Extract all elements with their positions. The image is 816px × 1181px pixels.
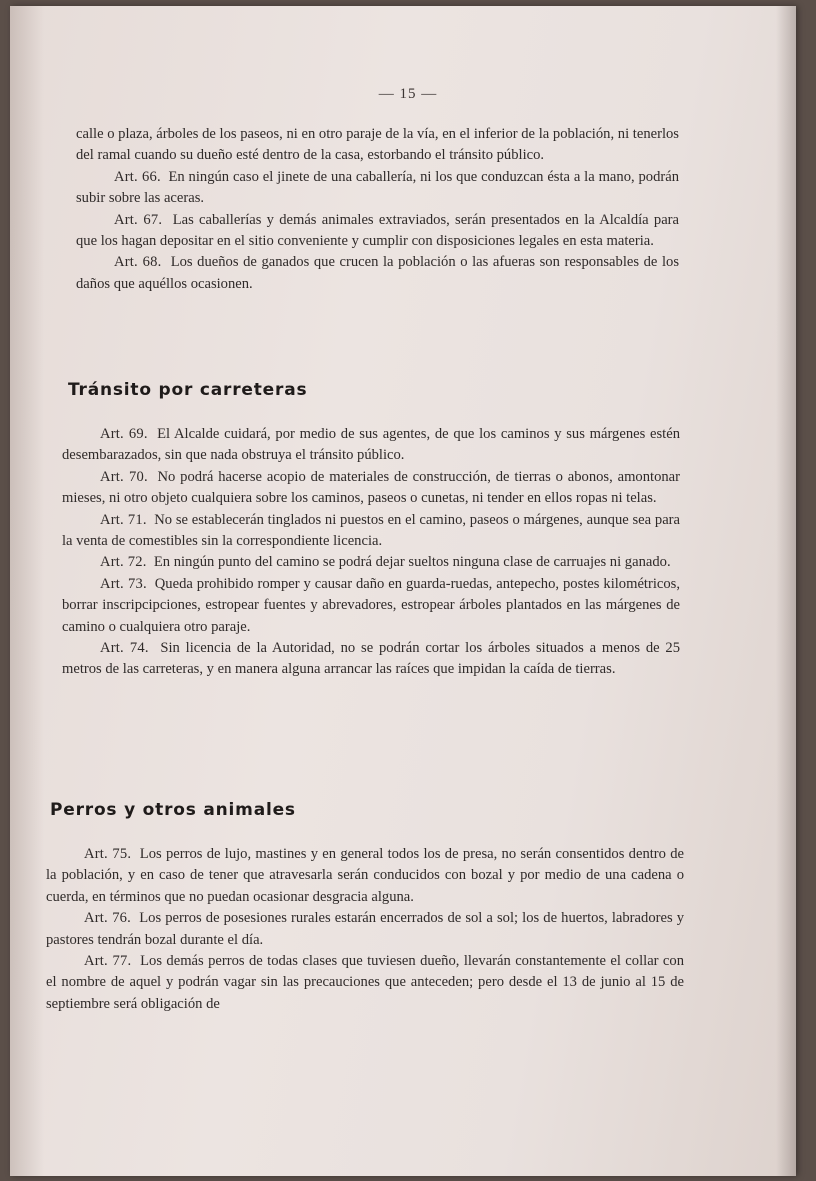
article-text: No podrá hacerse acopio de materiales de construcción, de tierras o abonos, amontonar mieses, ni otro objeto cualquiera sobre los caminos, paseos o cunetas, ni tender en ellos ropas ni telas.	[62, 468, 681, 507]
article-73	[62, 574, 680, 638]
article-text: En ningún punto del camino se podrá dejar sueltos ninguna clase de carruajes ni ganado.	[153, 554, 671, 571]
article-number: Art. 75.	[84, 846, 132, 862]
article-70	[62, 467, 680, 510]
article-number: Art. 72.	[100, 554, 147, 571]
article-text: No se establecerán tinglados ni puestos en el camino, paseos o márgenes, aunque sea para la venta de comestibles sin la correspondiente licencia.	[62, 511, 681, 550]
text-block-2	[62, 424, 680, 681]
article-number: Art. 68.	[114, 254, 162, 271]
text-block-1	[76, 124, 679, 295]
article-69	[62, 424, 680, 467]
article-67	[76, 210, 679, 253]
article-text: Los perros de posesiones rurales estarán encerrados de sol a sol; los de huertos, labradores y pastores tendrán bozal durante el día.	[46, 910, 685, 948]
article-74	[62, 638, 680, 681]
page-fold-shadow	[10, 6, 44, 1176]
article-number: Art. 69.	[100, 426, 148, 442]
article-text: Sin licencia de la Autoridad, no se podrán cortar los árboles situados a menos de 25 metros de las carreteras, y en manera alguna arrancar las raíces que impidan la caída de tierras.	[62, 640, 680, 678]
article-66	[76, 167, 679, 210]
article-75	[46, 844, 684, 908]
article-number: Art. 74.	[100, 640, 149, 657]
article-text: El Alcalde cuidará, por medio de sus agentes, de que los caminos y sus márgenes estén desembarazados, sin que nada obstruya el tránsito público.	[62, 426, 680, 464]
article-number: Art. 70.	[100, 468, 148, 485]
article-68	[76, 252, 679, 295]
section-heading-perros: Perros y otros animales	[50, 800, 296, 820]
article-number: Art. 66.	[114, 168, 161, 185]
article-text: En ningún caso el jinete de una caballería, ni los que conduzcan ésta a la mano, podrán subir sobre las aceras.	[76, 168, 680, 207]
article-72	[62, 552, 680, 573]
article-number: Art. 77.	[84, 953, 132, 970]
section-heading-carreteras: Tránsito por carreteras	[68, 380, 308, 400]
paragraph-continuation: calle o plaza, árboles de los paseos, ni en otro paraje de la vía, en el inferior de la población, ni tenerlos del ramal cuando su dueño esté dentro de la casa, estorbando el tránsito público.	[76, 126, 679, 164]
article-text: Los dueños de ganados que crucen la población o las afueras son responsables de los daños que aquéllos ocasionen.	[76, 254, 680, 292]
text-block-3	[46, 844, 684, 1015]
article-text: Queda prohibido romper y causar daño en guarda-ruedas, antepecho, postes kilométricos, borrar inscripcipciones, estropear fuentes y abrevadores, estropear árboles plantados en las márgenes de camino o cualquiera otro paraje.	[62, 575, 680, 635]
article-76	[46, 908, 684, 951]
article-text: Las caballerías y demás animales extraviados, serán presentados en la Alcaldía para que los hagan depositar en el sitio conveniente y cumplir con disposiciones legales en esta materia.	[76, 211, 680, 250]
article-text: Los demás perros de todas clases que tuviesen dueño, llevarán constantemente el collar con el nombre de aquel y podrán vagar sin las precauciones que anteceden; pero desde el 13 de junio al 15 de septiembre será obligación de	[46, 953, 684, 1012]
article-71	[62, 510, 680, 553]
article-text: Los perros de lujo, mastines y en general todos los de presa, no serán consentidos dentro de la población, y en caso de tener que atravesarla serán conducidos con bozal y por medio de una cadena o cuerda, en términos que no puedan ocasionar desgracia alguna.	[46, 846, 685, 905]
article-77	[46, 951, 684, 1015]
page-edge-shadow	[776, 6, 796, 1176]
article-number: Art. 71.	[100, 511, 147, 528]
page-number: — 15 —	[378, 86, 438, 102]
article-number: Art. 67.	[114, 211, 163, 228]
article-number: Art. 73.	[100, 575, 147, 592]
article-number: Art. 76.	[84, 910, 132, 927]
